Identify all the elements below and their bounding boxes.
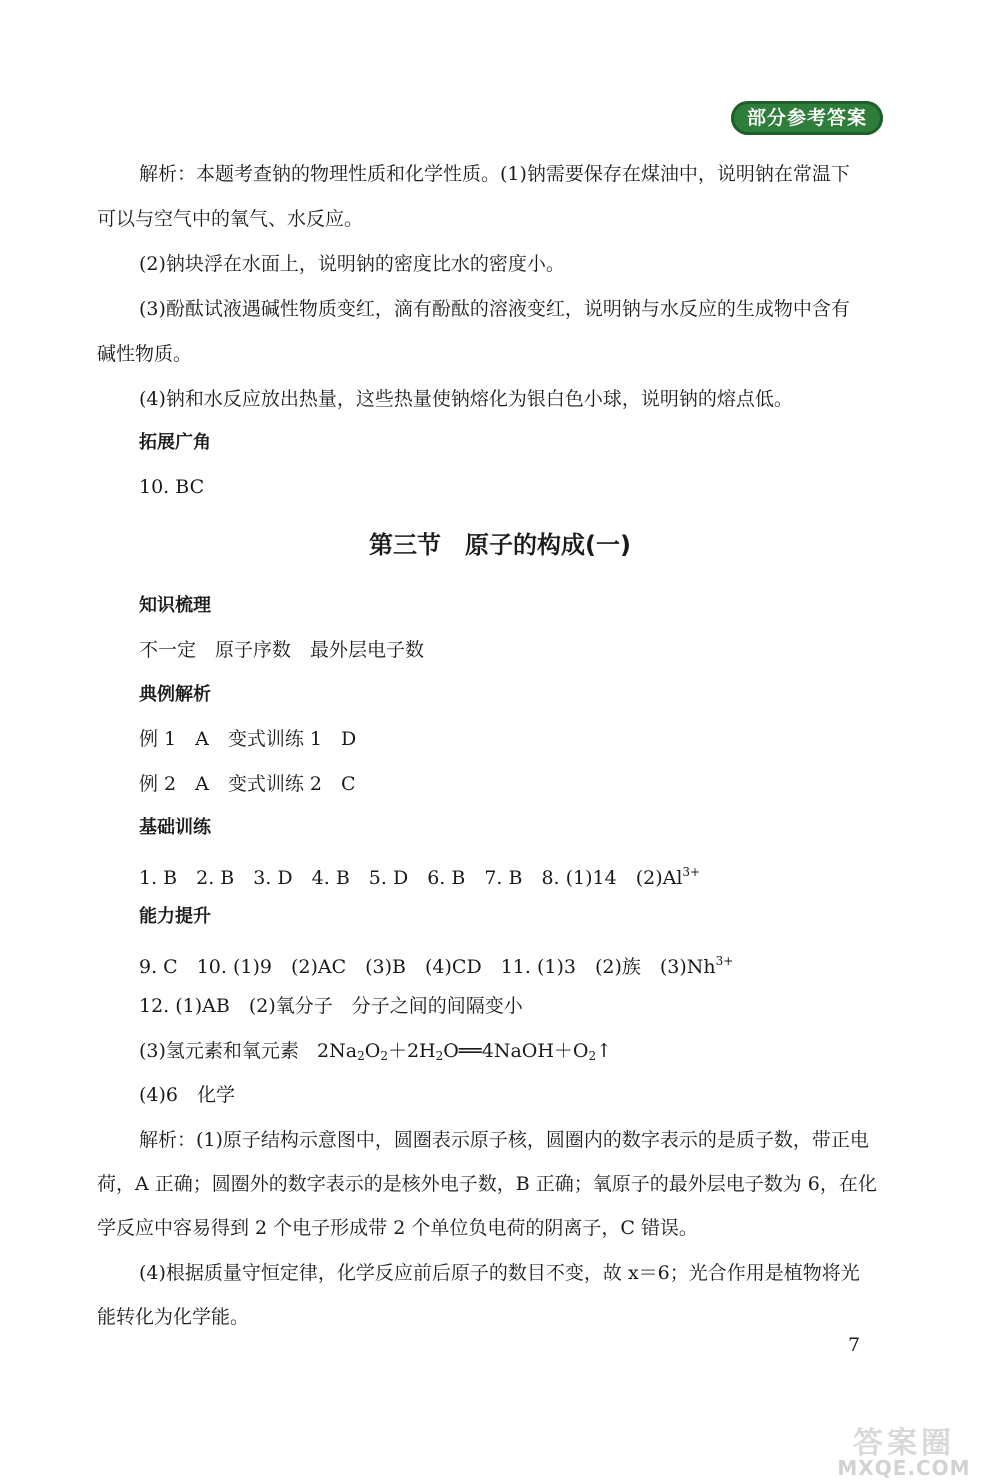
analysis1-paragraph3: (3)酚酞试液遇碱性物质变红，滴有酚酞的溶液变红，说明钠与水反应的生成物中含有 [139,298,850,320]
extension-answer: 10. BC [139,476,205,498]
eq-sub: 2 [380,1049,388,1063]
basic-heading: 基础训练 [139,817,211,838]
basic-answers [139,858,929,892]
ability-line3 [139,1037,929,1070]
examples-heading: 典例解析 [139,684,211,705]
watermark-logo [820,1418,988,1480]
watermark-top: 答案圈 [853,1426,955,1461]
eq-yield-sign: ══ [458,1040,482,1062]
analysis1-paragraph1-cont: 可以与空气中的氧气、水反应。 [97,208,364,230]
section-badge: 部分参考答案 [731,101,883,135]
examples-line2: 例 2 A 变式训练 2 C [139,773,356,795]
eq-h: ＋2H [387,1040,436,1062]
analysis1-paragraph1: 解析：本题考查钠的物理性质和化学性质。(1)钠需要保存在煤油中，说明钠在常温下 [139,163,850,185]
analysis1-paragraph2: (2)钠块浮在水面上，说明钠的密度比水的密度小。 [139,253,565,275]
page-number: 7 [848,1334,861,1356]
al-ion-charge: 3+ [682,865,701,879]
analysis1-paragraph3-cont: 碱性物质。 [97,343,193,365]
section-title: 第三节 原子的构成(一) [369,531,631,559]
eq-o: O [443,1040,459,1062]
extension-heading: 拓展广角 [139,432,211,453]
chemical-equation [317,1040,612,1062]
ability-line1-text: 9. C 10. (1)9 (2)AC (3)B (4)CD 11. (1)3 (2)族 (3)Nh [139,956,716,978]
analysis2-paragraph1-cont2: 学反应中容易得到 2 个电子形成带 2 个单位负电荷的阴离子，C 错误。 [97,1217,698,1239]
ability-line4: (4)6 化学 [139,1084,236,1106]
eq-sub: 2 [357,1049,365,1063]
analysis2-paragraph1-cont1: 荷，A 正确；圆圈外的数字表示的是核外电子数，B 正确；氧原子的最外层电子数为 6，在化 [97,1173,877,1195]
analysis2-paragraph2: (4)根据质量守恒定律，化学反应前后原子的数目不变，故 x＝6；光合作用是植物将光 [139,1262,860,1284]
watermark-bottom: MXQE.COM [837,1456,971,1480]
analysis2-paragraph2-cont: 能转化为化学能。 [97,1306,250,1328]
examples-line1: 例 1 A 变式训练 1 D [139,728,357,750]
analysis2-paragraph1: 解析：(1)原子结构示意图中，圆圈表示原子核，圆圈内的数字表示的是质子数，带正电 [139,1129,869,1151]
analysis1-paragraph4: (4)钠和水反应放出热量，这些热量使钠熔化为银白色小球，说明钠的熔点低。 [139,388,793,410]
gas-arrow-icon: ↑ [596,1040,613,1062]
eq-products: 4NaOH＋O [481,1040,589,1062]
ability-line3-text: (3)氢元素和氧元素 [139,1040,299,1062]
ability-line2: 12. (1)AB (2)氧分子 分子之间的间隔变小 [139,995,523,1017]
eq-o: O [364,1040,381,1062]
eq-sub: 2 [435,1049,444,1063]
knowledge-answer: 不一定 原子序数 最外层电子数 [139,639,425,661]
knowledge-heading: 知识梳理 [139,595,211,616]
eq-sub: 2 [588,1049,597,1063]
eq-na: 2Na [317,1040,358,1062]
ability-heading: 能力提升 [139,906,211,927]
nh-ion-charge: 3+ [715,954,734,968]
basic-answers-text: 1. B 2. B 3. D 4. B 5. D 6. B 7. B 8. (1)14 (2)Al [139,867,683,889]
ability-line1 [139,947,929,981]
